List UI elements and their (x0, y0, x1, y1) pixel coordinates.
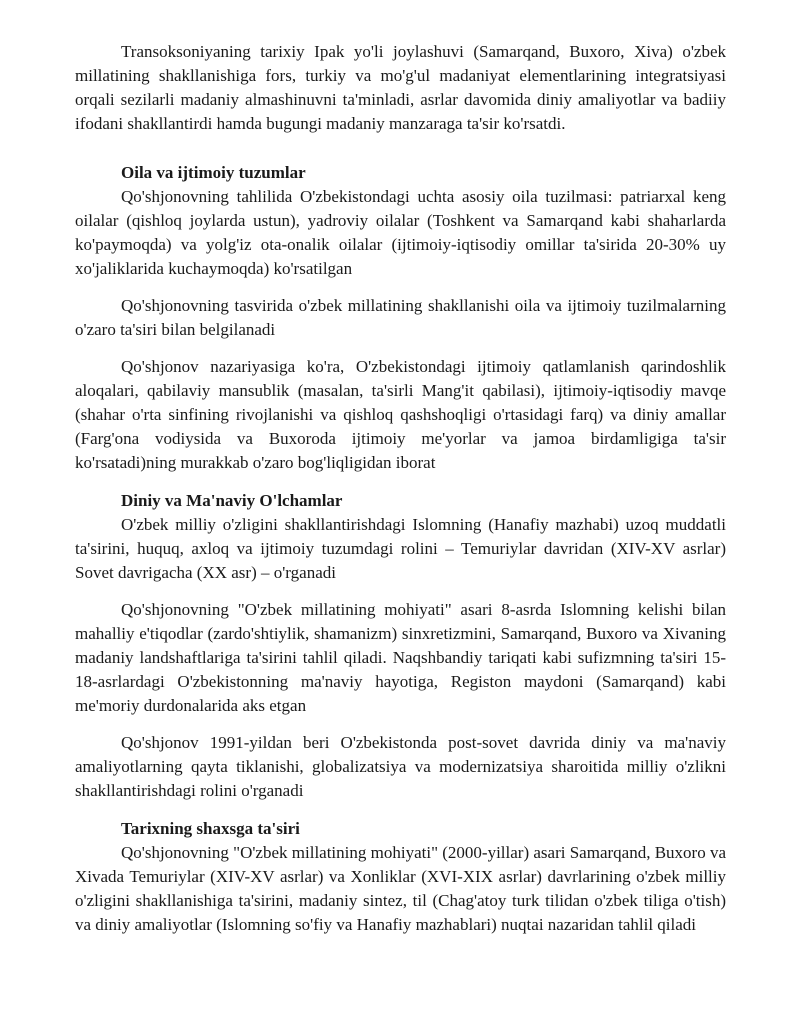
paragraph: Qo'shjonov 1991-yildan beri O'zbekistonda post-sovet davrida diniy va ma'naviy amaliyotlarning qayta tiklanishi, globalizatsiya va modernizatsiya sharoitida milliy o'zlikni shakllantirishdagi rolini o'rganadi (75, 733, 726, 800)
spacer (75, 718, 726, 731)
section-heading: Diniy va Ma'naviy O'lchamlar (121, 491, 343, 510)
paragraph: Qo'shjonovning tasvirida o'zbek millatining shakllanishi oila va ijtimoiy tuzilmalarning o'zaro ta'siri bilan belgilanadi (75, 296, 726, 339)
spacer (75, 475, 726, 489)
spacer (75, 585, 726, 598)
section-history (75, 817, 726, 937)
section-heading: Tarixning shaxsga ta'siri (121, 819, 300, 838)
spacer (75, 342, 726, 355)
spacer (75, 281, 726, 294)
paragraph: Qo'shjonovning tahlilida O'zbekistondagi uchta asosiy oila tuzilmasi: patriarxal keng oilalar (qishloq joylarda ustun), yadroviy oilalar (Toshkent va Samarqand kabi shaharlarda ko'paymoqda) va yolg'iz ota-onalik oilalar (ijtimoiy-iqtisodiy omillar ta'sirida 20-30% uy xo'jaliklarida kuchaymoqda) ko'rsatilgan (75, 187, 726, 278)
paragraph: O'zbek milliy o'zligini shakllantirishdagi Islomning (Hanafiy mazhabi) uzoq muddatli ta'sirini, huquq, axloq va ijtimoiy tuzumdagi rolini – Temuriylar davridan (XIV-XV asrlar) Sovet davrigacha (XX asr) – o'rganadi (75, 515, 726, 582)
intro-paragraph: Transoksoniyaning tarixiy Ipak yo'li joylashuvi (Samarqand, Buxoro, Xiva) o'zbek millatining shakllanishiga fors, turkiy va mo'g'ul madaniyat elementlarining integratsiyasi orqali sezilarli madaniy almashinuvni ta'minladi, asrlar davomida diniy amaliyotlar va badiiy ifodani shakllantirdi hamda bugungi madaniy manzaraga ta'sir ko'rsatdi. (75, 42, 726, 133)
document-page (75, 40, 726, 937)
paragraph: Qo'shjonovning "O'zbek millatining mohiyati" (2000-yillar) asari Samarqand, Buxoro va Xivada Temuriylar (XIV-XV asrlar) va Xonliklar (XVI-XIX asrlar) davrlarining o'zbek milliy o'zligini shakllanishiga ta'sirini, madaniy sintez, til (Chag'atoy turk tilidan o'zbek tiliga o'tish) va diniy amaliyotlar (Islomning so'fiy va Hanafiy mazhablari) nuqtai nazaridan tahlil qiladi (75, 843, 726, 934)
section-heading: Oila va ijtimoiy tuzumlar (121, 163, 306, 182)
section-religion (75, 489, 726, 803)
paragraph: Qo'shjonovning "O'zbek millatining mohiyati" asari 8-asrda Islomning kelishi bilan mahalliy e'tiqodlar (zardo'shtiylik, shamanizm) sinxretizmini, Samarqand, Buxoro va Xivaning madaniy landshaftlariga ta'sirini tahlil qiladi. Naqshbandiy tariqati kabi sufizmning ta'siri 15-18-asrlardagi O'zbekistonning ma'naviy hayotiga, Registon maydoni (Samarqand) kabi me'moriy durdonalarida aks etgan (75, 600, 726, 715)
spacer (75, 136, 726, 161)
spacer (75, 803, 726, 817)
paragraph: Qo'shjonov nazariyasiga ko'ra, O'zbekistondagi ijtimoiy qatlamlanish qarindoshlik aloqalari, qabilaviy mansublik (masalan, ta'sirli Mang'it qabilasi), ijtimoiy-iqtisodiy mavqe (shahar o'rta sinfining rivojlanishi va qishloq qashshoqligi o'rtasidagi farq) va diniy amallar (Farg'ona vodiysida va Buxoroda ijtimoiy me'yorlar va jamoa birdamligiga ta'sir ko'rsatadi)ning murakkab o'zaro bog'liqligidan iborat (75, 357, 726, 472)
section-family (75, 161, 726, 475)
